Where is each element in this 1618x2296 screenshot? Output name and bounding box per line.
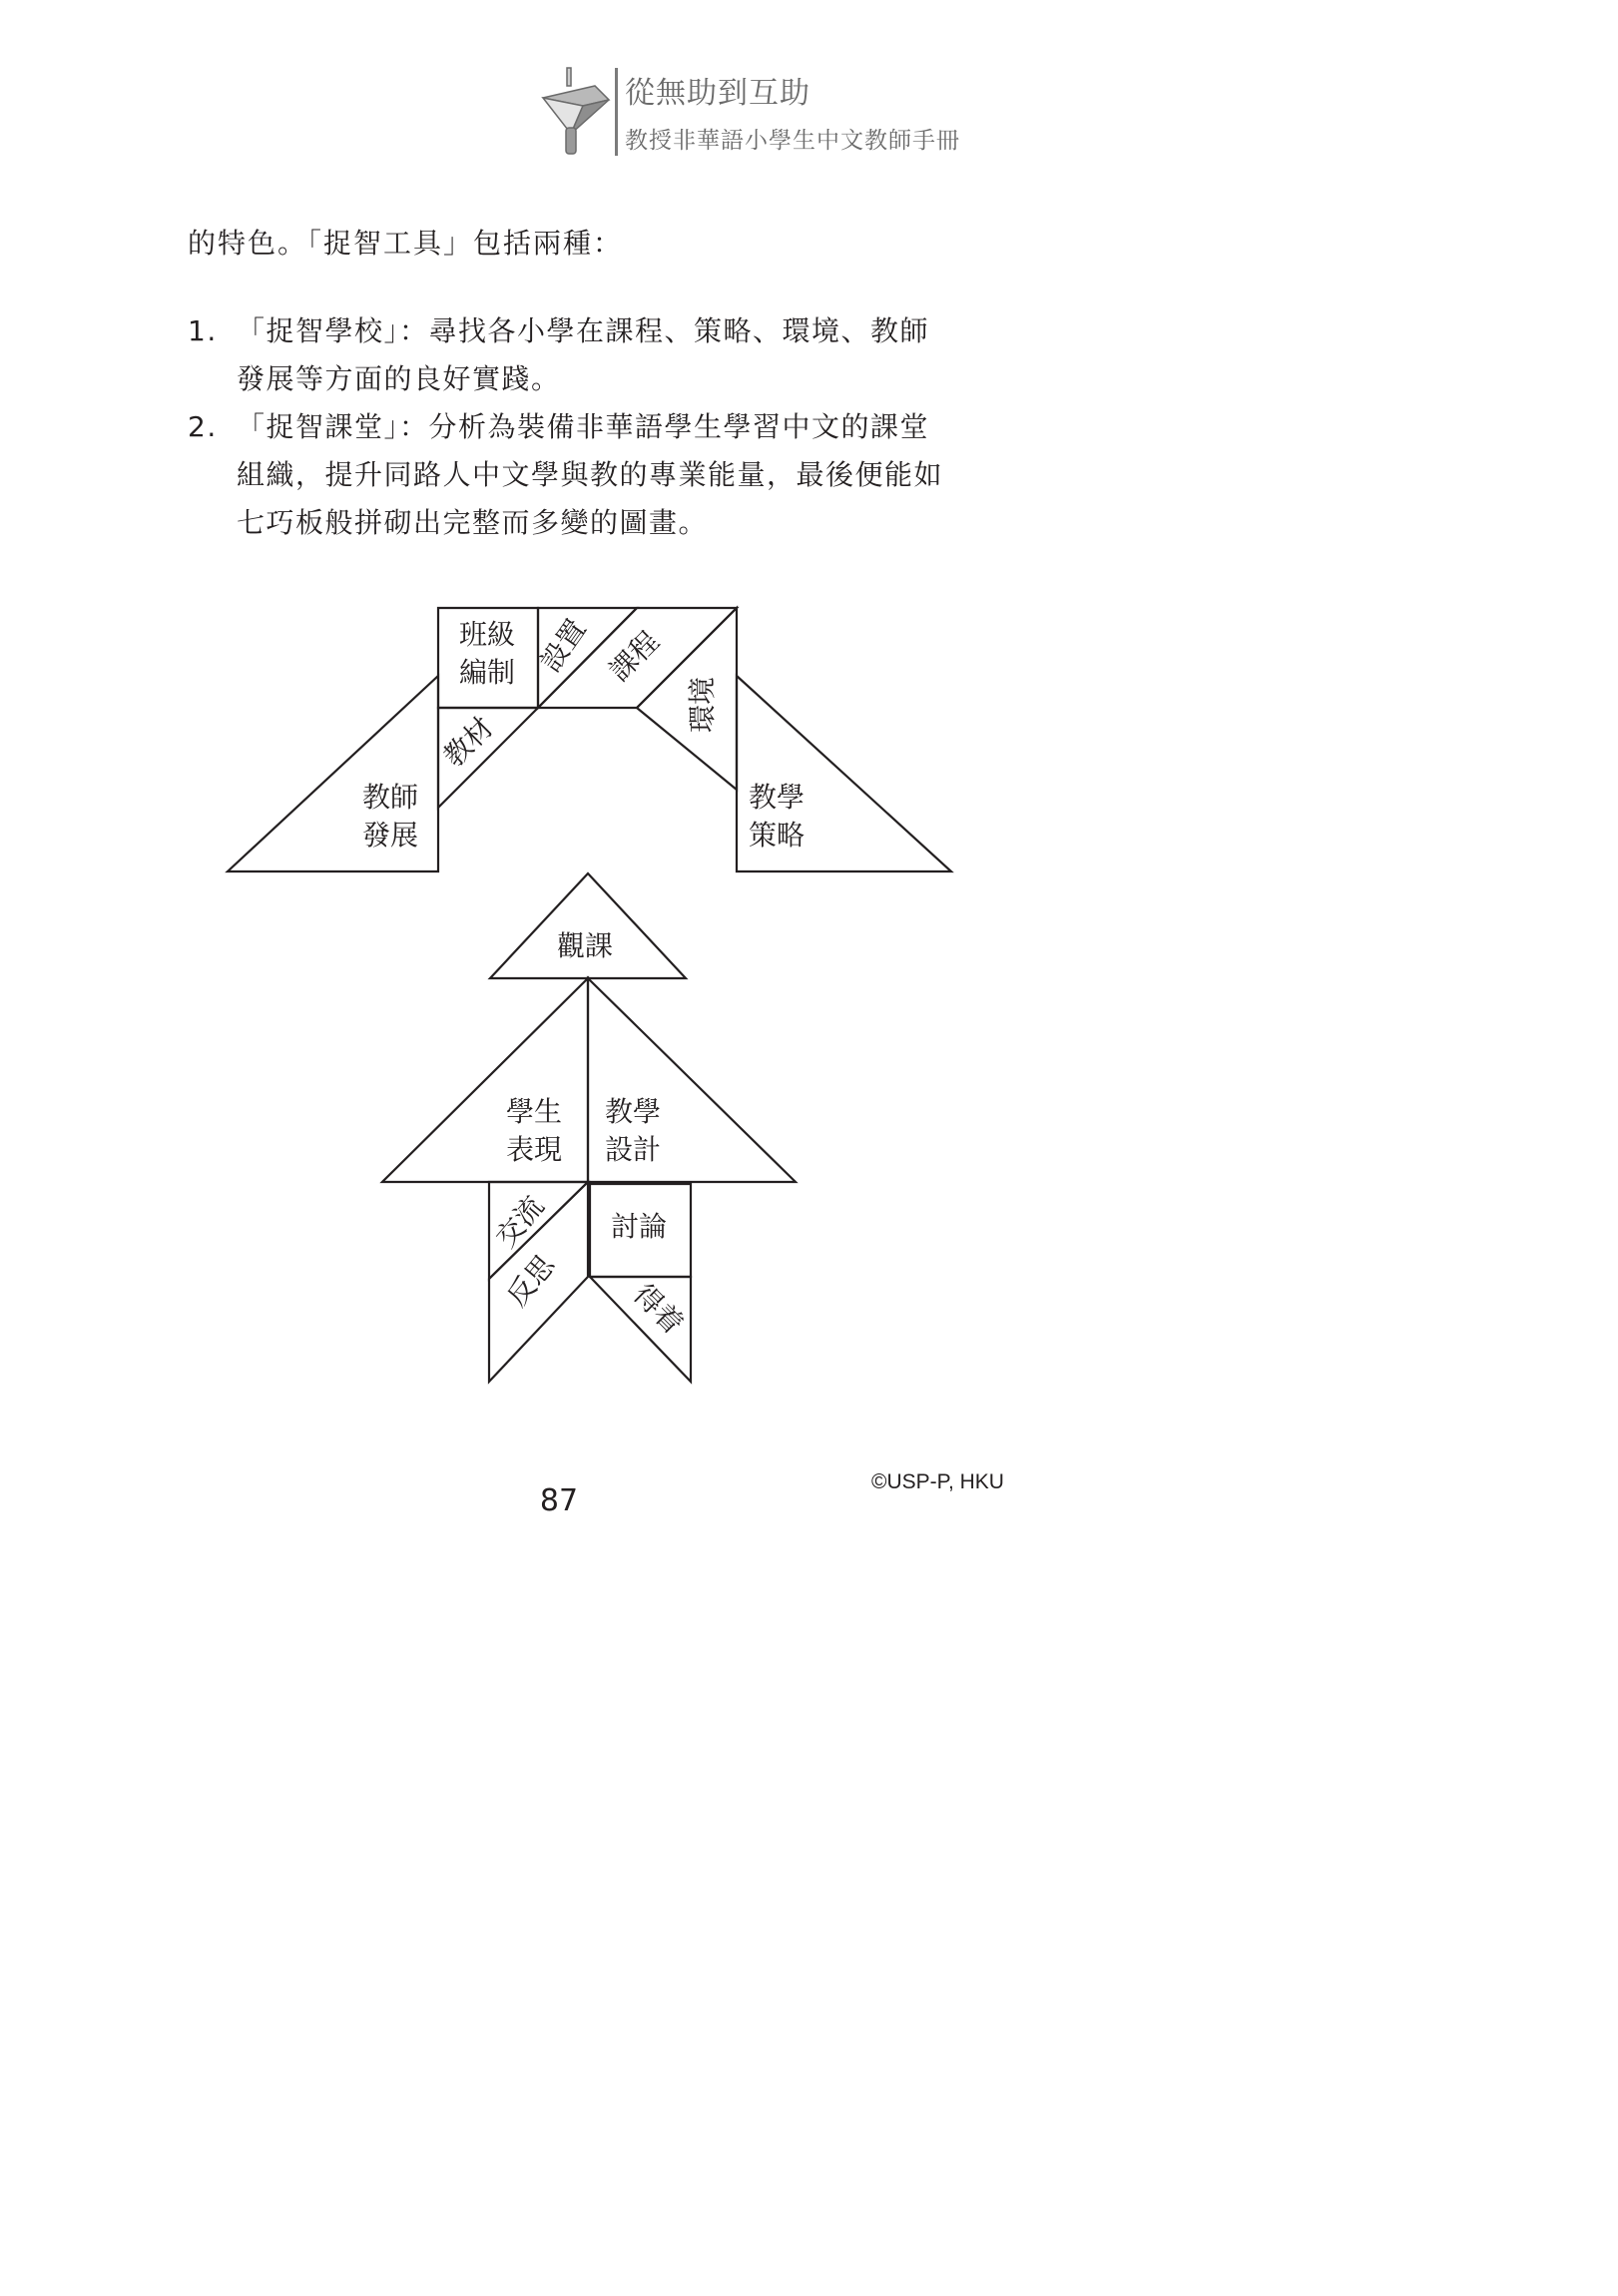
observation-label: 觀課 [556, 929, 614, 962]
header-subtitle: 教授非華語小學生中文教師手冊 [625, 128, 960, 154]
copyright-notice: ©USP-P, HKU [871, 1470, 1004, 1493]
header-title: 從無助到互助 [625, 76, 810, 111]
class-org-label: 編制 [458, 656, 516, 689]
student-performance-label: 表現 [505, 1133, 563, 1166]
lesson-design-label: 設計 [604, 1133, 662, 1166]
class-org-label: 班級 [458, 618, 516, 651]
teacher-dev-label: 發展 [361, 819, 419, 852]
list-item-line: 發展等方面的良好實踐。 [237, 362, 561, 395]
intro-paragraph: 的特色。「捉智工具」包括兩種： [188, 227, 624, 260]
discussion-label: 討論 [610, 1210, 668, 1243]
tangram-diagram [0, 0, 1111, 1576]
list-item-line: 七巧板般拼砌出完整而多變的圖畫。 [237, 506, 709, 539]
teaching-strategy-label: 策略 [748, 819, 806, 852]
list-item-number: 1. [188, 314, 218, 347]
exchange-label: 交流 [489, 1189, 551, 1254]
reflection-label: 反思 [500, 1248, 562, 1313]
student-performance-label: 學生 [505, 1095, 563, 1128]
list-item-line: 「捉智學校」：尋找各小學在課程、策略、環境、教師 [237, 314, 930, 347]
list-item-number: 2. [188, 410, 218, 443]
teacher-dev-label: 教師 [361, 781, 419, 814]
setup-label: 設置 [533, 613, 593, 678]
observation-piece [490, 873, 686, 978]
teaching-strategy-label: 教學 [748, 781, 806, 814]
environment-label: 環境 [686, 676, 719, 734]
page-number: 87 [539, 1483, 579, 1518]
lesson-design-label: 教學 [604, 1095, 662, 1128]
materials-label: 教材 [436, 710, 500, 774]
curriculum-label: 課程 [602, 624, 666, 688]
gains-label: 得着 [627, 1277, 691, 1341]
list-item-line: 「捉智課堂」：分析為裝備非華語學生學習中文的課堂 [237, 410, 930, 443]
list-item-line: 組織，提升同路人中文學與教的專業能量，最後便能如 [237, 458, 944, 491]
